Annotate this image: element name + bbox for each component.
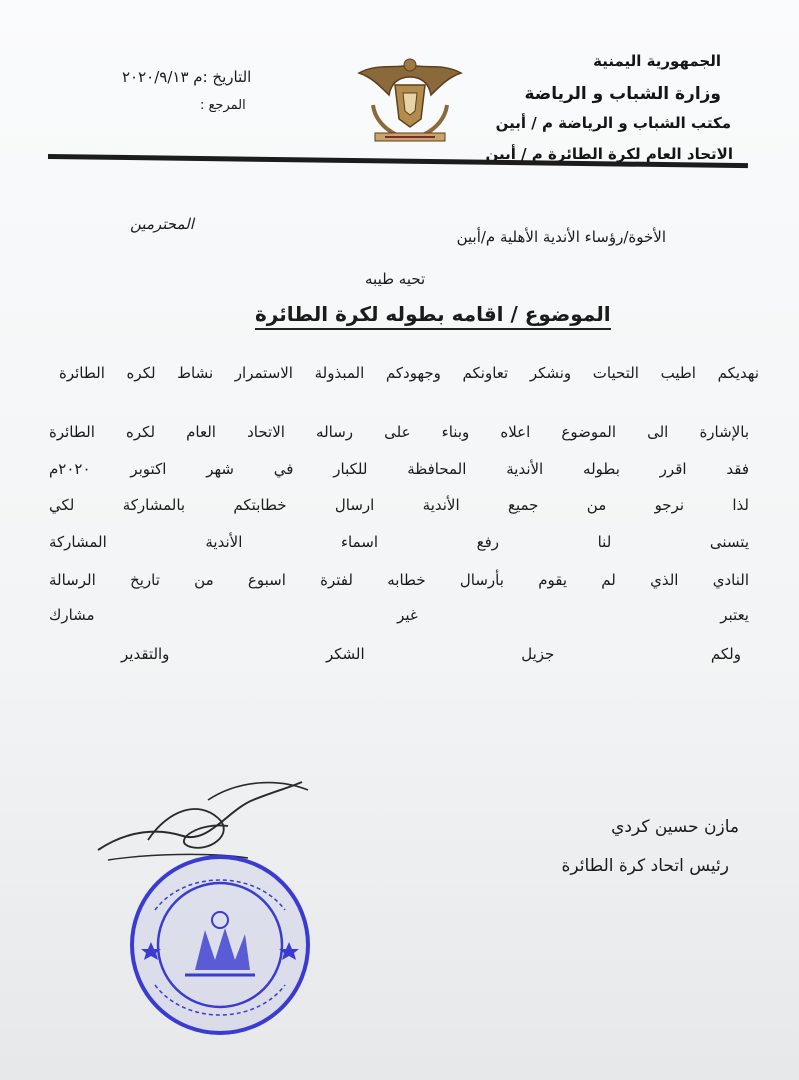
body-line: النادي الذي لم يقوم بأرسال خطابه لفترة اسبوع من تاريخ الرسالة <box>49 571 749 589</box>
recipient-honorific: المحترمين <box>130 215 194 233</box>
header-ministry: وزارة الشباب و الرياضة <box>524 84 721 104</box>
letter-reference: المرجع : <box>200 98 246 113</box>
closing-line: ولكم جزيل الشكر والتقدير <box>121 645 741 663</box>
recipient-line: الأخوة/رؤساء الأندية الأهلية م/أبين <box>456 228 666 246</box>
greeting: تحيه طيبه <box>365 270 426 288</box>
header-country: الجمهورية اليمنية <box>593 52 721 70</box>
header-office: مكتب الشباب و الرياضة م / أبين <box>495 114 731 132</box>
header-federation: الاتحاد العام لكرة الطائرة م / أبين <box>485 145 733 163</box>
official-stamp-icon <box>125 850 315 1040</box>
yemen-eagle-emblem-icon <box>355 55 465 147</box>
signatory-name: مازن حسين كردي <box>611 817 739 837</box>
letter-date: التاريخ :م ٢٠٢٠/٩/١٣ <box>122 68 252 86</box>
body-line: فقد اقرر بطوله الأندية المحافظة للكبار في شهر اكتوبر ٢٠٢٠م <box>49 460 749 478</box>
body-paragraph-intro: نهديكم اطيب التحيات ونشكر تعاونكم وجهودكم المبذولة الاستمرار نشاط لكره الطائرة <box>59 364 759 382</box>
subject-line: الموضوع / اقامه بطوله لكرة الطائرة <box>255 302 611 330</box>
body-line: بالإشارة الى الموضوع اعلاه وبناء على رساله الاتحاد العام لكره الطائرة <box>49 423 749 441</box>
body-line: يعتبر غير مشارك <box>49 606 749 624</box>
signatory-title: رئيس اتحاد كرة الطائرة <box>561 856 729 876</box>
body-line: يتسنى لنا رفع اسماء الأندية المشاركة <box>49 533 749 551</box>
body-line: لذا نرجو من جميع الأندية ارسال خطابتكم بالمشاركة لكي <box>49 496 749 514</box>
